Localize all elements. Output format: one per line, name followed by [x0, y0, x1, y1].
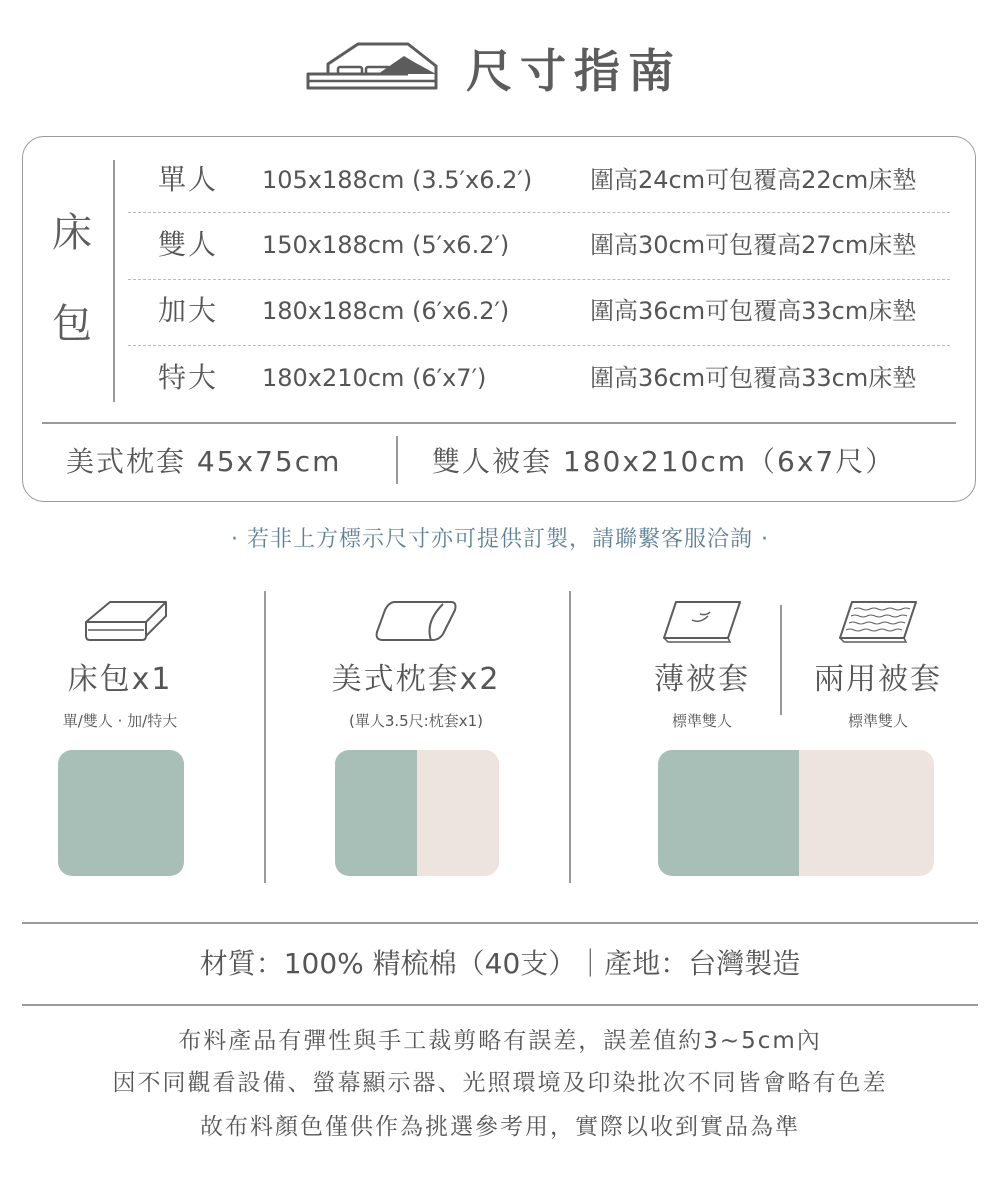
disclaimer-line: 布料產品有彈性與手工裁剪略有誤差，誤差值約3~5cm內: [178, 1028, 822, 1054]
size-row-queen: [128, 293, 950, 329]
color-swatch-sage: [335, 750, 417, 876]
color-swatch-sage: [58, 750, 184, 876]
color-swatch-pair: [335, 750, 499, 876]
box-vertical-divider: [396, 436, 398, 484]
size-description: 圍高36cm可包覆高33cm床墊: [590, 364, 917, 392]
custom-order-note: · 若非上方標示尺寸亦可提供訂製，請聯繫客服洽詢 ·: [231, 527, 769, 552]
product-title-thin-duvet: 薄被套: [654, 662, 750, 697]
page-title: 尺寸指南: [466, 44, 682, 98]
size-dimensions: 180x210cm (6′x7′): [262, 364, 487, 392]
size-row-double: [128, 227, 950, 263]
color-swatch-sage: [658, 750, 799, 876]
material-top-rule: [22, 922, 978, 924]
size-description: 圍高36cm可包覆高33cm床墊: [590, 297, 917, 325]
column-divider-short: [780, 605, 782, 715]
product-subtitle-dual-duvet: 標準雙人: [847, 712, 908, 730]
quilted-duvet-icon: [836, 598, 920, 644]
row-divider: [128, 279, 950, 280]
size-name: 特大: [158, 361, 219, 394]
size-dimensions: 180x188cm (6′x6.2′): [262, 297, 510, 325]
material-origin: 材質：100% 精梳棉（40支）｜產地：台灣製造: [199, 947, 801, 980]
size-name: 雙人: [158, 228, 219, 261]
fitted-sheet-icon: [82, 598, 170, 644]
row-divider: [128, 212, 950, 213]
color-swatch-cream: [799, 750, 934, 876]
size-description: 圍高24cm可包覆高22cm床墊: [590, 166, 917, 194]
row-divider: [128, 345, 950, 346]
disclaimer-line: 因不同觀看設備、螢幕顯示器、光照環境及印染批次不同皆會略有色差: [112, 1070, 888, 1096]
bed-house-icon: [304, 38, 440, 94]
category-char-bed: 床: [52, 210, 92, 256]
color-swatch-pair: [658, 750, 934, 876]
size-name: 單人: [158, 163, 219, 196]
column-divider: [569, 591, 571, 883]
material-bottom-rule: [22, 1004, 978, 1006]
product-subtitle-thin-duvet: 標準雙人: [671, 712, 732, 730]
pillowcase-size: 美式枕套 45x75cm: [66, 445, 342, 478]
size-description: 圍高30cm可包覆高27cm床墊: [590, 231, 917, 259]
product-subtitle-pillowcase: (單人3.5尺:枕套x1): [348, 712, 484, 730]
box-divider: [42, 422, 956, 424]
disclaimer-line: 故布料顏色僅供作為挑選參考用，實際以收到實品為準: [200, 1114, 800, 1140]
thin-duvet-icon: [660, 598, 744, 644]
product-title-dual-duvet: 兩用被套: [814, 662, 942, 697]
duvet-size: 雙人被套 180x210cm（6x7尺）: [432, 445, 896, 478]
column-divider: [264, 591, 266, 883]
category-divider: [113, 160, 115, 402]
color-swatch-cream: [417, 750, 499, 876]
size-dimensions: 105x188cm (3.5′x6.2′): [262, 166, 533, 194]
size-name: 加大: [158, 294, 219, 327]
product-title-pillowcase: 美式枕套x2: [331, 662, 501, 697]
product-title-fitted-sheet: 床包x1: [67, 662, 173, 697]
pillow-icon: [373, 598, 459, 644]
size-row-king: [128, 360, 950, 396]
category-char-bag: 包: [52, 301, 92, 347]
product-subtitle-fitted-sheet: 單/雙人 · 加/特大: [62, 712, 178, 730]
size-row-single: [128, 162, 950, 198]
size-dimensions: 150x188cm (5′x6.2′): [262, 231, 510, 259]
